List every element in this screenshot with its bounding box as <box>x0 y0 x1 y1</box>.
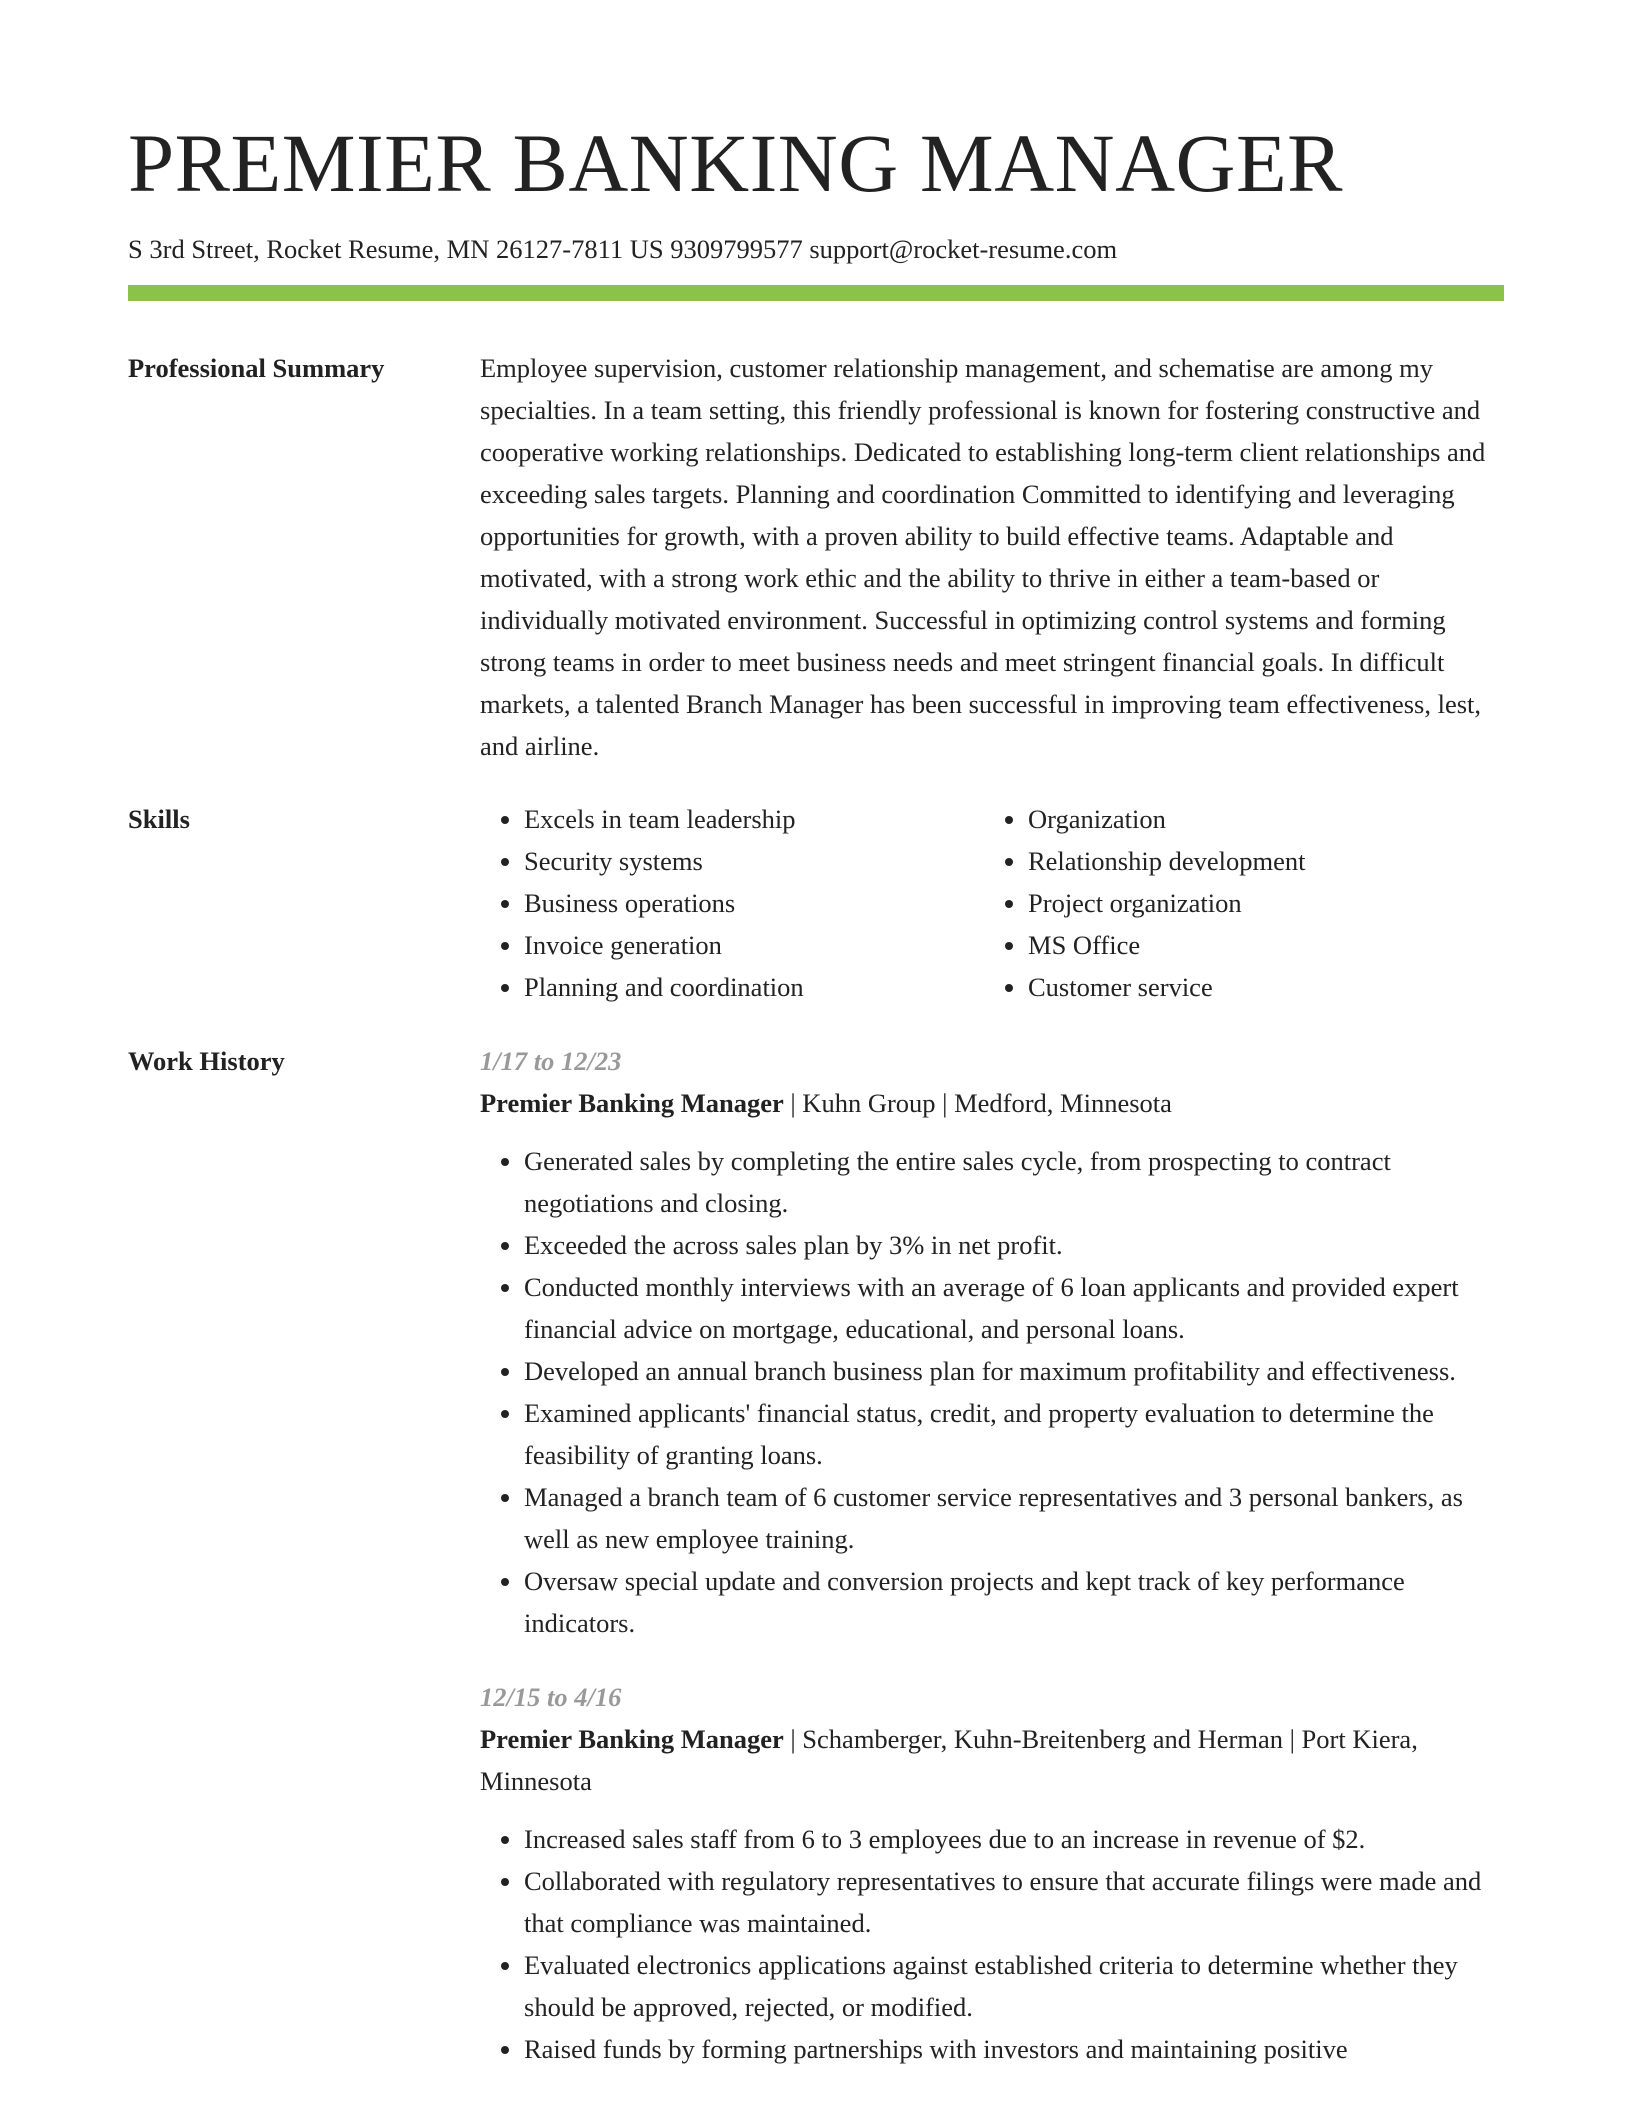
work-history-heading: Work History <box>128 1046 285 1076</box>
job-bullet: • Managed a branch team of 6 customer service representatives and 3 personal bankers, as well as new employee training. <box>524 1476 1504 1560</box>
skills-body <box>480 798 1504 1008</box>
job-bullets <box>480 1818 1504 2070</box>
summary-heading: Professional Summary <box>128 353 385 383</box>
job-bullet: • Generated sales by completing the entire sales cycle, from prospecting to contract negotiations and closing. <box>524 1140 1504 1224</box>
skill-item: • Relationship development <box>1028 840 1488 882</box>
job-entry <box>480 1040 1504 1644</box>
skill-item: • Excels in team leadership <box>524 798 984 840</box>
skills-list-right <box>984 798 1488 1008</box>
job-title: Premier Banking Manager <box>480 1724 784 1754</box>
summary-body <box>480 347 1504 767</box>
work-history-body <box>480 1040 1504 2070</box>
skill-item: • Planning and coordination <box>524 966 984 1008</box>
job-dates: 1/17 to 12/23 <box>480 1046 622 1076</box>
job-details: | Schamberger, Kuhn-Breitenberg and Herman | Port Kiera, Minnesota <box>480 1724 1418 1796</box>
resume-name: PREMIER BANKING MANAGER <box>128 117 1344 209</box>
header-accent-bar <box>128 285 1504 301</box>
job-bullet: • Increased sales staff from 6 to 3 employees due to an increase in revenue of $2. <box>524 1818 1504 1860</box>
job-bullet: • Oversaw special update and conversion projects and kept track of key performance indicators. <box>524 1560 1504 1644</box>
job-title-line <box>480 1718 1504 1802</box>
job-bullet: • Collaborated with regulatory representatives to ensure that accurate filings were made and that compliance was maintained. <box>524 1860 1504 1944</box>
skill-item: • Security systems <box>524 840 984 882</box>
skill-item: • Organization <box>1028 798 1488 840</box>
skill-item: • Customer service <box>1028 966 1488 1008</box>
job-dates: 12/15 to 4/16 <box>480 1682 622 1712</box>
job-details: | Kuhn Group | Medford, Minnesota <box>783 1088 1172 1118</box>
job-bullet: • Raised funds by forming partnerships with investors and maintaining positive <box>524 2028 1504 2070</box>
skill-item: • Business operations <box>524 882 984 924</box>
skills-list-left <box>480 798 984 1008</box>
summary-text: Employee supervision, customer relationship management, and schematise are among my specialties. In a team setting, this friendly professional is known for fostering constructive and cooperative working relationships. Dedicated to establishing long-term client relationships and exceeding sales targets. Planning and coordination Committed to identifying and leveraging opportunities for growth, with a proven ability to build effective teams. Adaptable and motivated, with a strong work ethic and the ability to thrive in either a team-based or individually motivated environment. Successful in optimizing control systems and forming strong teams in order to meet business needs and meet stringent financial goals. In difficult markets, a talented Branch Manager has been successful in improving team effectiveness, lest, and airline. <box>480 353 1486 761</box>
contact-line: S 3rd Street, Rocket Resume, MN 26127-7811 US 9309799577 support@rocket-resume.com <box>128 234 1118 264</box>
job-bullet: • Evaluated electronics applications against established criteria to determine whether they should be approved, rejected, or modified. <box>524 1944 1504 2028</box>
job-entry <box>480 1676 1504 2070</box>
job-bullets <box>480 1140 1504 1644</box>
job-title: Premier Banking Manager <box>480 1088 784 1118</box>
job-bullet: • Examined applicants' financial status, credit, and property evaluation to determine the feasibility of granting loans. <box>524 1392 1504 1476</box>
job-title-line <box>480 1082 1504 1124</box>
job-bullet: • Exceeded the across sales plan by 3% in net profit. <box>524 1224 1504 1266</box>
skills-columns <box>480 798 1504 1008</box>
skill-item: • Project organization <box>1028 882 1488 924</box>
job-bullet: • Developed an annual branch business plan for maximum profitability and effectiveness. <box>524 1350 1504 1392</box>
job-bullet: • Conducted monthly interviews with an average of 6 loan applicants and provided expert financial advice on mortgage, educational, and personal loans. <box>524 1266 1504 1350</box>
skill-item: • Invoice generation <box>524 924 984 966</box>
skills-heading: Skills <box>128 804 190 834</box>
skill-item: • MS Office <box>1028 924 1488 966</box>
